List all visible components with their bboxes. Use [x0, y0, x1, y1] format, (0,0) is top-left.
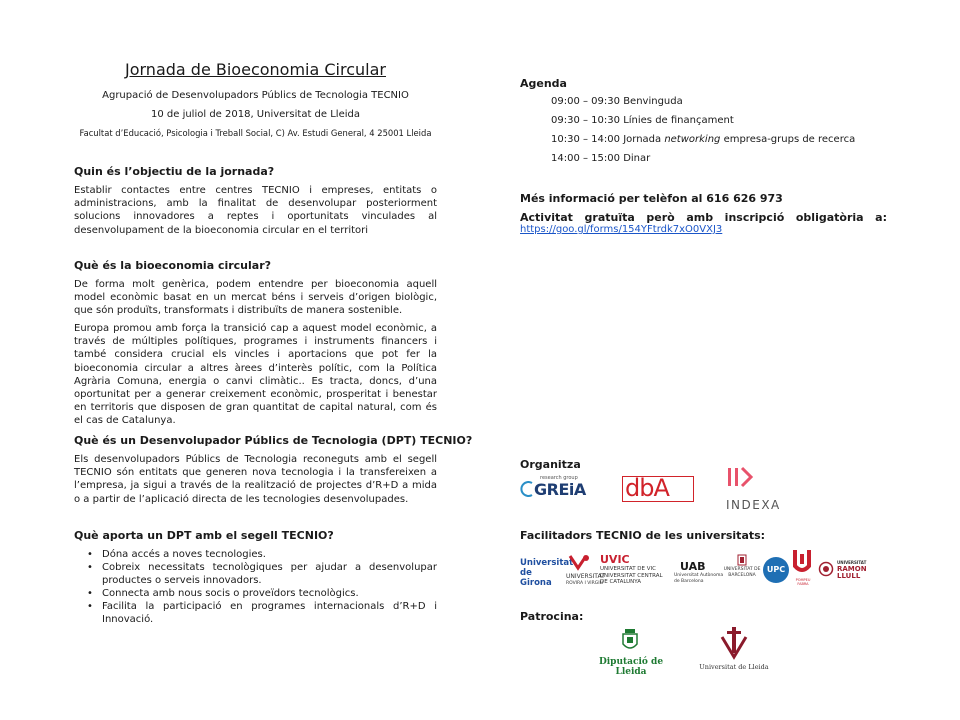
- bioeconomy-text-1: De forma molt genèrica, podem entendre per bioeconomia aquell model econòmic basat en un mercat béns i serveis d’origen biològic, que són produïts, transformats i distribuïts de manera sostenible.: [74, 279, 437, 317]
- urv-uvic-logo: [566, 552, 672, 586]
- uvic-line2: UNIVERSITAT CENTRAL: [600, 572, 663, 579]
- agenda-item: 09:00 – 09:30 Benvinguda: [551, 96, 683, 107]
- uvic-line1: UNIVERSITAT DE VIC: [600, 566, 656, 572]
- url-line3: LLULL: [837, 572, 861, 580]
- udl-wordmark: Universitat de Lleida: [699, 663, 769, 671]
- upc-wordmark: UPC: [766, 565, 786, 574]
- ub-line1: UNIVERSITAT DE: [723, 567, 761, 572]
- dba-logo: [622, 476, 694, 502]
- indexa-wordmark: INDEXA: [726, 498, 781, 512]
- url-rose-icon: [818, 561, 834, 577]
- dpt-heading: Què és un Desenvolupador Públics de Tecnologia (DPT) TECNIO?: [74, 434, 473, 447]
- dpt-text: Els desenvolupadors Públics de Tecnologia reconeguts amb el segell TECNIO són entitats que generen nova tecnologia i la transfereixen a l’empresa, ja sigui a través de la realització de projectes d’R+D a mida o a partir de l’aplicació directa de les tecnologies desenvolupades.: [74, 454, 437, 505]
- ub-line2: BARCELONA: [728, 572, 756, 578]
- organizer-group: Agrupació de Desenvolupadors Públics de Tecnologia TECNIO: [102, 90, 409, 101]
- url-logo: [818, 557, 878, 583]
- diputacio-crest-icon: [621, 628, 639, 652]
- udl-logo: [698, 625, 770, 673]
- agenda-item: 14:00 – 15:00 Dinar: [551, 153, 651, 164]
- objective-text: Establir contactes entre centres TECNIO i empreses, entitats o administracions, amb la finalitat de desenvolupar posteriorment solucions innovadores a reptes i oportunitats vinculades al desenvolupament de la bioeconomia circular en el territori: [74, 185, 437, 236]
- greia-caption: research group: [540, 475, 578, 481]
- agenda-heading: Agenda: [520, 77, 567, 90]
- uvic-wordmark: UVIC: [600, 553, 630, 566]
- uab-caption: [674, 573, 723, 584]
- uab-line1: Universitat Autònoma: [674, 573, 724, 578]
- uab-wordmark: UAB: [680, 560, 706, 573]
- udg-line2: de Girona: [520, 568, 552, 588]
- greia-wordmark: GREiA: [534, 480, 586, 499]
- url-line1: UNIVERSITAT: [837, 560, 867, 565]
- urv-caption-1: UNIVERSITAT: [566, 573, 605, 580]
- list-item: • Facilita la participació en programes internacionals d’R+D i Innovació.: [87, 601, 437, 625]
- udl-crest-icon: [714, 625, 754, 661]
- facilitators-heading: Facilitadors TECNIO de les universitats:: [520, 529, 766, 542]
- upc-logo: [763, 557, 789, 583]
- urv-caption-2: ROVIRA I VIRGILI: [566, 581, 604, 586]
- bioeconomy-text-2: Europa promou amb força la transició cap a aquest model econòmic, a través de múltiples polítiques, programes i instruments financers i també considera crucial els vincles i aportacions que pot fer la bioeconomia circular a altres àrees d’interès polític, com la Política Agrària Comuna, energia o canvi climàtic.. Es tracta, doncs, d’una oportunitat per a generar creixement econòmic, prosperitat i benestar en territoris que disposen de gran quantitat de capital natural, com és el cas de Catalunya.: [74, 323, 437, 427]
- uvic-caption-1: [600, 566, 663, 586]
- event-venue: Facultat d’Educació, Psicologia i Treball Social, C) Av. Estudi General, 4 25001 Lleida: [79, 128, 432, 138]
- indexa-mark-icon: [725, 466, 755, 490]
- greia-arc-icon: [520, 481, 534, 497]
- udg-line1: Universitat: [520, 558, 574, 568]
- udg-logo: [520, 558, 574, 588]
- upf-logo: [791, 548, 815, 586]
- sponsor-heading: Patrocina:: [520, 610, 584, 623]
- agenda-item: 10:30 – 14:00 Jornada networking empresa-grups de recerca: [551, 134, 856, 145]
- url-caption: [837, 559, 867, 580]
- phone-info: Més informació per telèfon al 616 626 973: [520, 192, 783, 205]
- uab-line2: de Barcelona: [674, 578, 704, 584]
- list-item: • Cobreix necessitats tecnològiques per ajudar a desenvolupar productes o serveis innovadors.: [87, 562, 437, 586]
- registration-link[interactable]: https://goo.gl/forms/154YFtrdk7xO0VXJ3: [520, 224, 723, 235]
- event-title: Jornada de Bioeconomia Circular: [125, 60, 386, 79]
- urv-mark-icon: [568, 552, 592, 572]
- list-item: • Connecta amb nous socis o proveïdors tecnològics.: [87, 588, 359, 599]
- ub-caption: [722, 567, 762, 578]
- diputacio-logo: [583, 628, 679, 677]
- objective-heading: Quin és l’objectiu de la jornada?: [74, 165, 275, 178]
- upf-caption: POMPEU FABRA: [795, 578, 811, 586]
- ub-crest-icon: [737, 554, 747, 566]
- dba-wordmark: dbA: [625, 474, 669, 502]
- ub-logo: [722, 554, 762, 582]
- agenda-item: 09:30 – 10:30 Línies de finançament: [551, 115, 734, 126]
- indexa-logo: [725, 466, 785, 514]
- benefits-list: [74, 548, 437, 626]
- diputacio-wordmark: Diputació de Lleida: [598, 657, 664, 677]
- organiza-heading: Organitza: [520, 458, 581, 471]
- greia-logo: [520, 475, 610, 501]
- bioeconomy-heading: Què és la bioeconomia circular?: [74, 259, 272, 272]
- list-item: • Dóna accés a noves tecnologies.: [87, 549, 266, 560]
- free-registration: Activitat gratuïta però amb inscripció obligatòria a:: [520, 211, 887, 224]
- benefits-heading: Què aporta un DPT amb el segell TECNIO?: [74, 529, 334, 542]
- url-line2: RAMON: [837, 565, 867, 573]
- upf-mark-icon: [791, 548, 813, 576]
- uvic-line3: DE CATALUNYA: [600, 579, 641, 585]
- event-date: 10 de juliol de 2018, Universitat de Lleida: [150, 109, 360, 120]
